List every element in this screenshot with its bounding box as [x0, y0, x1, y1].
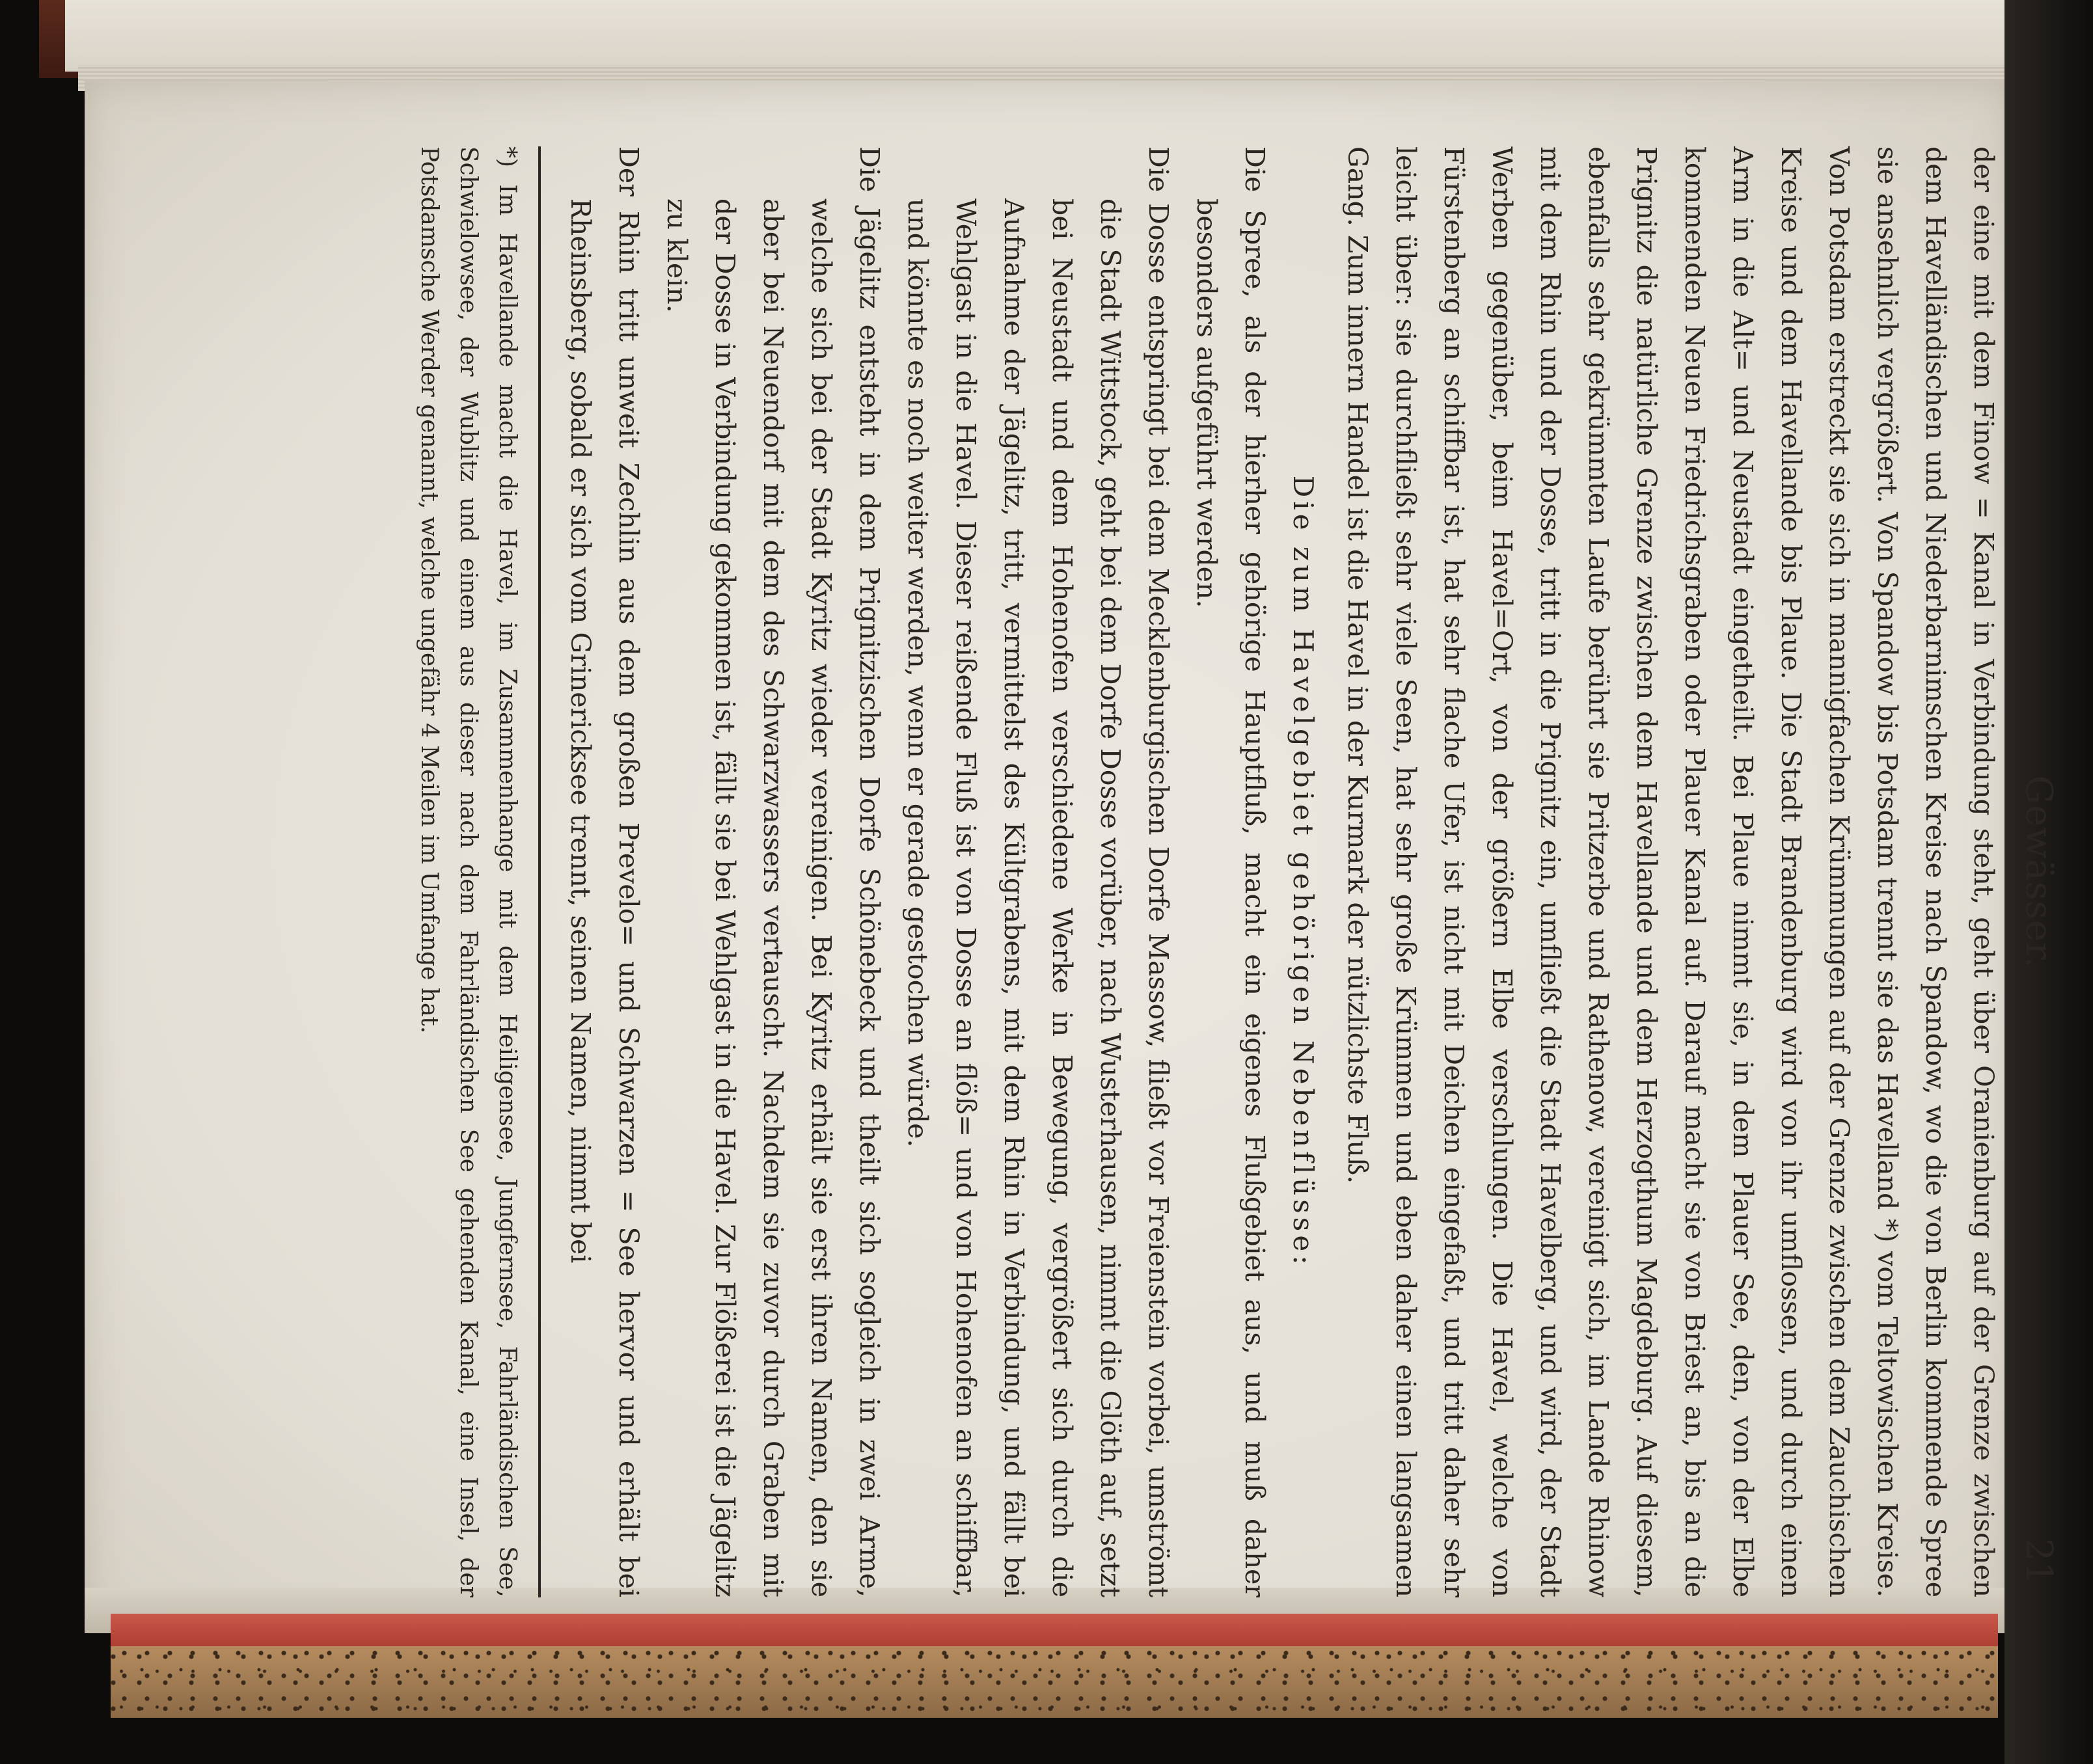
section-heading: Die zum Havelgebiet gehörigen Nebenflüsse: — [1287, 475, 1319, 1269]
speckled-cover-edge — [111, 1646, 1998, 1718]
page-number: 21 — [2018, 1538, 2060, 1584]
page-text-block — [179, 146, 2066, 1597]
body-paragraph-havel: der eine mit dem Finow = Kanal in Verbindung steht, geht über Oranienburg auf der Grenze zwischen dem Havelländischen und Niederbarnimschen Kreise nach Spandow, wo die von Berlin kommende Spree sie ansehnlich vergrößert. Von Spandow bis Potsdam trennt sie das Havelland *) vom Teltowischen Kreise. Von Potsdam erstreckt sie sich in mannigfachen Krümmungen auf der Grenze zwischen dem Zauchischen Kreise und dem Havellande bis Plaue. Die Stadt Brandenburg wird von ihr umflossen, und durch einen Arm in die Alt= und Neustadt eingetheilt. Bei Plaue nimmt sie, in dem Plauer See, den, von der Elbe kommenden Neuen Friedrichsgraben oder Plauer Kanal auf. Darauf macht sie von Briest an, bis an die Prignitz die natürliche Grenze zwischen dem Havellande und dem Herzogthum Magdeburg. Auf diesem, ebenfalls sehr gekrümmten Laufe berührt sie Pritzerbe und Rathenow, vereinigt sich, im Lande Rhinow mit dem Rhin und der Dosse, tritt in die Prignitz ein, umfließt die Stadt Havelberg, und wird, der Stadt Werben gegenüber, beim Havel=Ort, von der größern Elbe verschlungen. Die Havel, welche von Fürstenberg an schiffbar ist, hat sehr flache Ufer, ist nicht mit Deichen eingefaßt, und tritt daher sehr leicht über: sie durchfließt sehr viele Seen, hat sehr große Krümmen und eben daher einen langsamen Gang. Zum innern Handel ist die Havel in der Kurmark der nützlichste Fluß. — [1342, 146, 1999, 1597]
body-paragraph-spree: Die Spree, als der hierher gehörige Hauptfluß, macht ein eigenes Flußgebiet aus, und muß daher besonders aufgeführt werden. — [1191, 146, 1270, 1597]
running-head: Gewässer. — [2018, 775, 2060, 969]
facing-page-edge — [65, 0, 2004, 72]
footnote: *) Im Havellande macht die Havel, im Zusammenhange mit dem Heiligensee, Jungfernsee, Fahrländischen See, Schwielowsee, der Wublitz und einem aus dieser nach dem Fahrländischen See gehenden Kanal, eine Insel, der Potsdamsche Werder genannt, welche ungefähr 4 Meilen im Umfange hat. — [416, 146, 521, 1597]
body-paragraph-rhin: Der Rhin tritt unweit Zechlin aus dem großen Prevelo= und Schwarzen = See hervor und erhält bei Rheinsberg, sobald er sich vom Grinericksee trennt, seinen Namen, nimmt bei — [565, 146, 644, 1597]
body-paragraph-dosse: Die Dosse entspringt bei dem Mecklenburgischen Dorfe Massow, fließt vor Freienstein vorbei, umströmt die Stadt Wittstock, geht bei dem Dorfe Dosse vorüber, nach Wusterhausen, nimmt die Glöth auf, setzt bei Neustadt und dem Hohenofen verschiedene Werke in Bewegung, vergrößert sich durch die Aufnahme der Jägelitz, tritt, vermittelst des Kültgrabens, mit dem Rhin in Verbindung, und fällt bei Wehlgast in die Havel. Dieser reißende Fluß ist von Dosse an flöß= und von Hohenofen an schiffbar, und könnte es noch weiter werden, wenn er gerade gestochen würde. — [902, 146, 1174, 1597]
page-header — [2008, 146, 2066, 1597]
body-paragraph-jaegelitz: Die Jägelitz entsteht in dem Prignitzischen Dorfe Schönebeck und theilt sich sogleich in zwei Arme, welche sich bei der Stadt Kyritz wieder vereinigen. Bei Kyritz erhält sie erst ihren Namen, den sie aber bei Neuendorf mit dem des Schwarzwassers vertauscht. Nachdem sie zuvor durch Graben mit der Dosse in Verbindung gekommen ist, fällt sie bei Wehlgast in die Havel. Zur Flößerei ist die Jägelitz zu klein. — [661, 146, 885, 1597]
footnote-divider — [538, 146, 541, 1597]
